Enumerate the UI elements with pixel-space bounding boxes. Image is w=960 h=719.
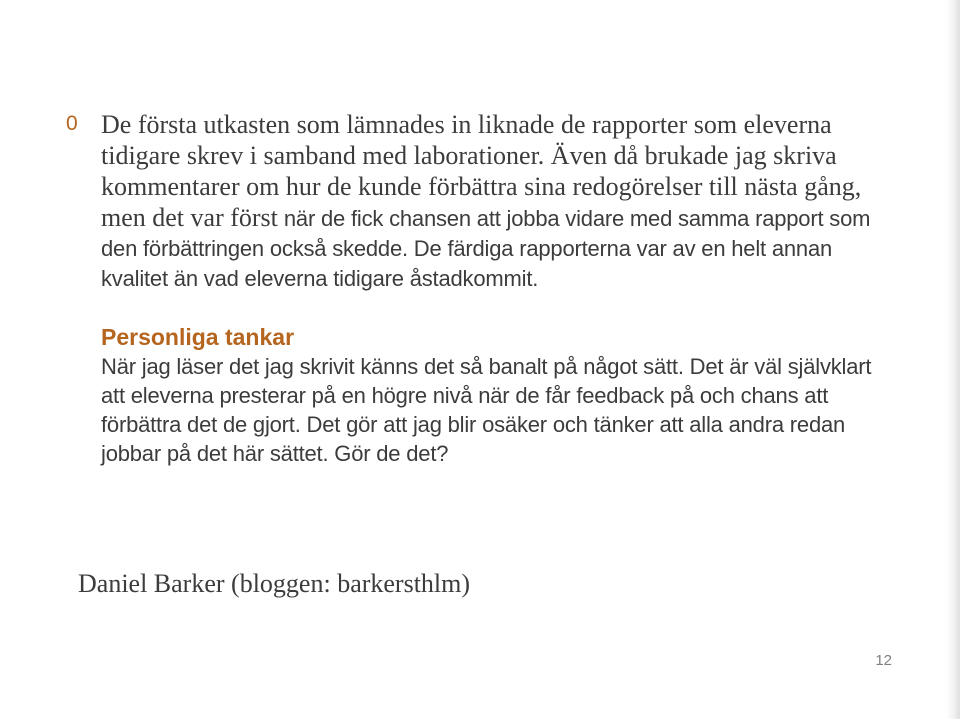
slide-body [101, 110, 881, 468]
author-attribution: Daniel Barker (bloggen: barkersthlm) [78, 569, 471, 598]
paragraph-1-serif: De första utkasten som lämnades in liknade de rapporter som eleverna tidigare skrev i samband med laborationer. Även då brukade jag skriva kommentarer om hur de kunde förbättra sina redogörelser till nästa gång, men det var först [101, 110, 862, 232]
paragraph-1 [101, 110, 881, 294]
paragraph-1-sans: när de fick chansen att jobba vidare med samma rapport som den förbättringen också skedde. De färdiga rapporterna var av en helt annan kvalitet än vad eleverna tidigare åstadkommit. [101, 206, 871, 291]
section-gap [101, 294, 881, 323]
paragraph-2: När jag läser det jag skrivit känns det så banalt på något sätt. Det är väl självklart att eleverna presterar på en högre nivå när de får feedback på och chans att förbättra det de gjort. Det gör att jag blir osäker och tänker att alla andra redan jobbar på det här sättet. Gör de det? [101, 354, 872, 466]
page-number: 12 [875, 652, 892, 669]
bullet-icon: 0 [66, 112, 78, 135]
section-heading: Personliga tankar [101, 324, 295, 350]
slide-edge-shadow [946, 0, 960, 719]
